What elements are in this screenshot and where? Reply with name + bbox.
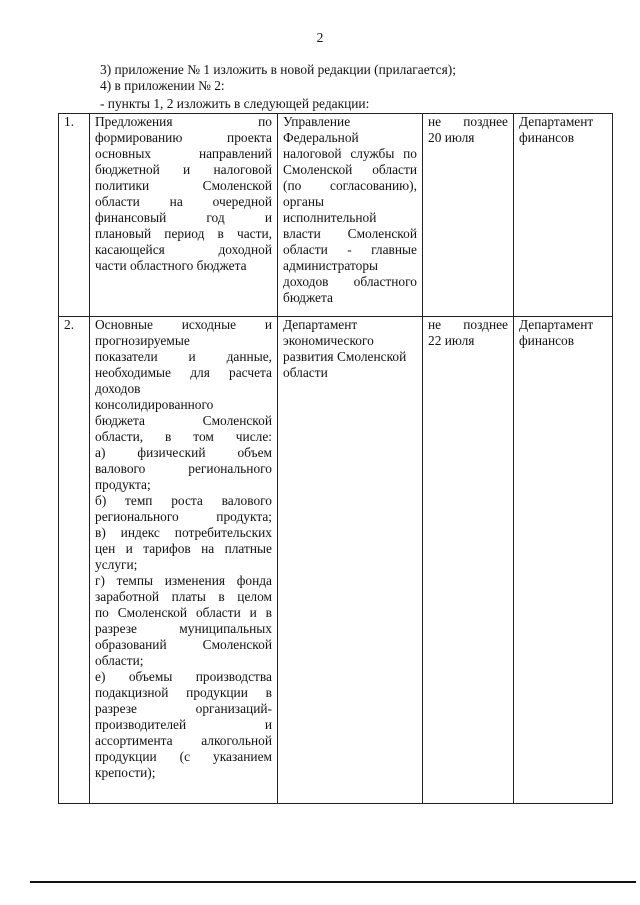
intro-line-2: 4) в приложении № 2: <box>100 78 225 93</box>
row-responsible <box>514 114 613 317</box>
cell-line: области, в том числе: <box>95 429 272 444</box>
row-description <box>90 317 278 804</box>
cell-line: Федеральной <box>283 130 359 145</box>
cell-line: а) физический объем <box>95 445 272 460</box>
cell-line: заработной платы в целом <box>95 589 272 604</box>
row-number: 2. <box>59 317 90 804</box>
row-term <box>423 317 514 804</box>
cell-line: основных направлений <box>95 146 272 161</box>
cell-line: по Смоленской области и в <box>95 605 272 620</box>
cell-line: крепости); <box>95 765 156 780</box>
cell-line: (по согласованию), <box>283 178 417 193</box>
cell-line: администраторы <box>283 258 379 273</box>
cell-line: финансов <box>519 333 575 348</box>
footer-rule <box>30 881 636 883</box>
cell-line: развития Смоленской <box>283 349 407 364</box>
cell-line: 22 июля <box>428 333 475 348</box>
cell-line: разрезе организаций- <box>95 701 272 716</box>
cell-line: б) темп роста валового <box>95 493 272 508</box>
row-responsible <box>514 317 613 804</box>
cell-line: валового регионального <box>95 461 272 476</box>
page-number: 2 <box>316 30 324 45</box>
table-row <box>59 114 613 317</box>
cell-line: продукта; <box>95 477 151 492</box>
cell-line: области на очередной <box>95 194 272 209</box>
cell-line: показатели и данные, <box>95 349 272 364</box>
table-row <box>59 317 613 804</box>
cell-line: формированию проекта <box>95 130 272 145</box>
row-executor <box>278 114 423 317</box>
cell-line: продукции (с указанием <box>95 749 272 764</box>
cell-line: власти Смоленской <box>283 226 417 241</box>
cell-line: 20 июля <box>428 130 475 145</box>
intro-line-3: - пункты 1, 2 изложить в следующей редакции: <box>100 96 370 111</box>
cell-line: разрезе муниципальных <box>95 621 272 636</box>
cell-line: финансовый год и <box>95 210 272 225</box>
cell-line: области <box>283 365 328 380</box>
cell-line: доходов областного <box>283 274 417 289</box>
cell-line: необходимые для расчета <box>95 365 272 380</box>
cell-line: не позднее <box>428 114 508 129</box>
cell-line: плановый период в части, <box>95 226 272 241</box>
row-description <box>90 114 278 317</box>
cell-line: органы <box>283 194 324 209</box>
cell-line: Управление <box>283 114 351 129</box>
cell-line: бюджета <box>283 290 333 305</box>
cell-line: Департамент <box>519 114 594 129</box>
cell-line: образований Смоленской <box>95 637 272 652</box>
cell-line: области - главные <box>283 242 417 257</box>
cell-line: экономического <box>283 333 374 348</box>
cell-line: исполнительной <box>283 210 377 225</box>
cell-line: Основные исходные и <box>95 317 272 332</box>
row-executor <box>278 317 423 804</box>
cell-line: Департамент <box>519 317 594 332</box>
cell-line: консолидированного <box>95 397 214 412</box>
cell-line: Предложения по <box>95 114 272 129</box>
cell-line: в) индекс потребительских <box>95 525 272 540</box>
cell-line: Департамент <box>283 317 358 332</box>
row-term <box>423 114 514 317</box>
cell-line: регионального продукта; <box>95 509 272 524</box>
items-table <box>58 113 613 804</box>
cell-line: е) объемы производства <box>95 669 272 684</box>
cell-line: цен и тарифов на платные <box>95 541 272 556</box>
cell-line: ассортимента алкогольной <box>95 733 272 748</box>
cell-line: производителей и <box>95 717 272 732</box>
cell-line: доходов <box>95 381 141 396</box>
cell-line: части областного бюджета <box>95 258 247 273</box>
cell-line: не позднее <box>428 317 508 332</box>
cell-line: финансов <box>519 130 575 145</box>
cell-line: услуги; <box>95 557 138 572</box>
cell-line: Смоленской области <box>283 162 417 177</box>
intro-line-1: 3) приложение № 1 изложить в новой редакции (прилагается); <box>100 62 456 77</box>
cell-line: г) темпы изменения фонда <box>95 573 272 588</box>
cell-line: бюджета Смоленской <box>95 413 272 428</box>
cell-line: бюджетной и налоговой <box>95 162 272 177</box>
cell-line: прогнозируемые <box>95 333 190 348</box>
cell-line: касающейся доходной <box>95 242 272 257</box>
cell-line: области; <box>95 653 144 668</box>
cell-line: налоговой службы по <box>283 146 417 161</box>
cell-line: подакцизной продукции в <box>95 685 272 700</box>
cell-line: политики Смоленской <box>95 178 272 193</box>
row-number: 1. <box>59 114 90 317</box>
